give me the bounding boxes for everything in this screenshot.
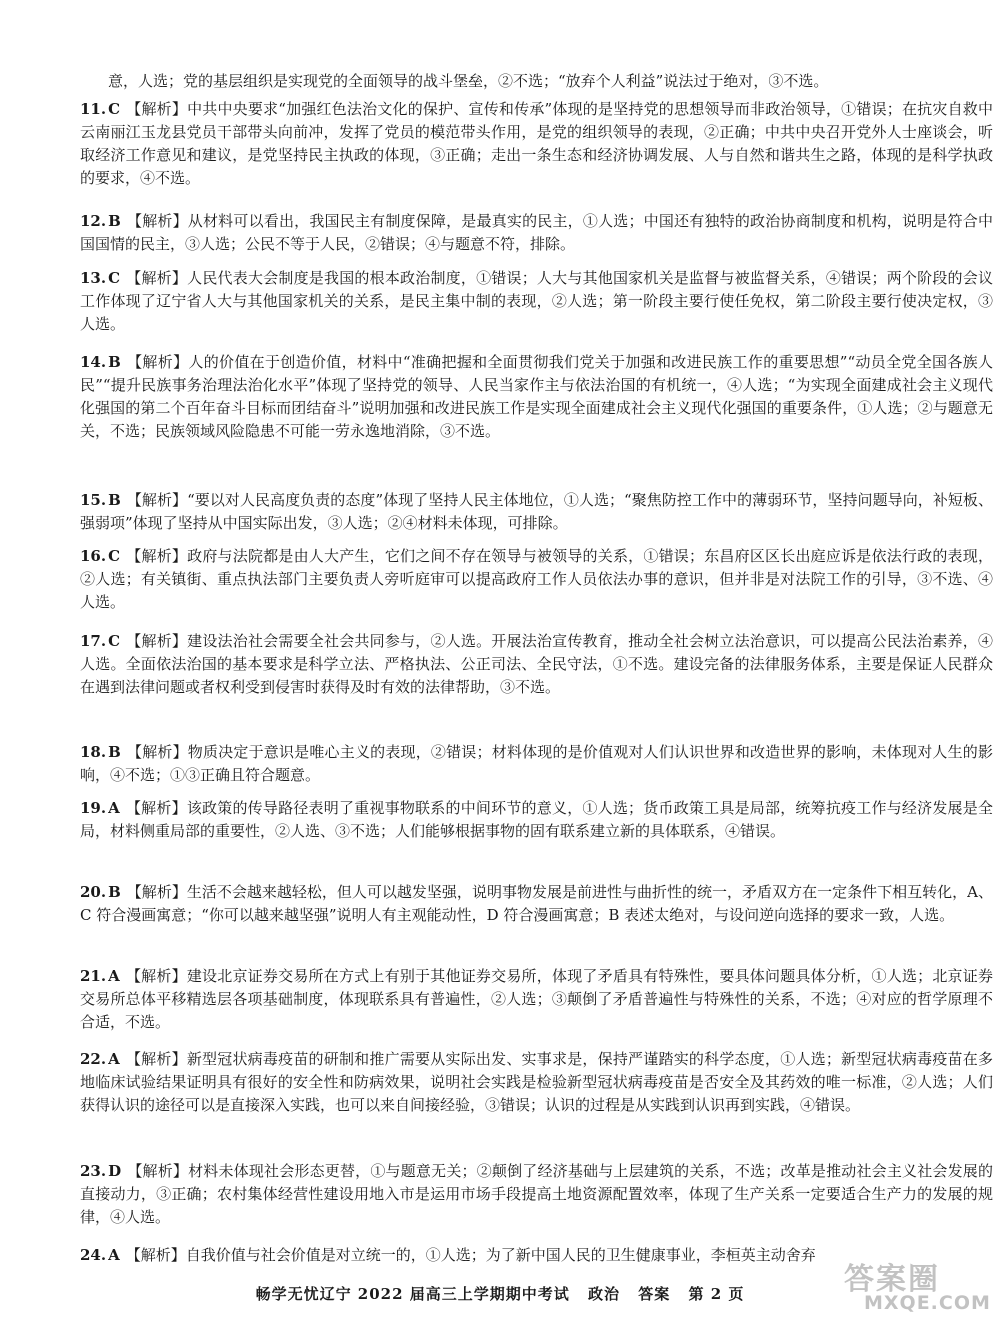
- analysis-tag: 【解析】: [125, 799, 187, 817]
- answer-letter: D: [108, 1162, 122, 1180]
- answer-item-12: [80, 210, 993, 256]
- analysis-text: 建设北京证券交易所在方式上有别于其他证券交易所，体现了矛盾具有特殊性，要具体问题具体分析，①人选；北京证券交易所总体平移精选层各项基础制度，体现联系具有普遍性，②人选；③颠倒了矛盾普遍性与特殊性的关系，不选；④对应的哲学原理不合适，不选。: [80, 967, 993, 1031]
- analysis-tag: 【解析】: [126, 491, 188, 509]
- analysis-tag: 【解析】: [126, 547, 188, 565]
- answer-letter: A: [108, 1246, 120, 1264]
- answer-letter: A: [108, 1050, 120, 1068]
- answer-item-22: [80, 1048, 993, 1117]
- footer-kind: 答案: [638, 1285, 671, 1303]
- answer-item-11: [80, 98, 993, 190]
- answer-item-20: [80, 881, 993, 927]
- analysis-text: 物质决定于意识是唯心主义的表现，②错误；材料体现的是价值观对人们认识世界和改造世界的影响，未体现对人生的影响，④不选；①③正确且符合题意。: [80, 743, 993, 784]
- analysis-tag: 【解析】: [126, 353, 189, 371]
- analysis-tag: 【解析】: [125, 1050, 187, 1068]
- analysis-tag: 【解析】: [127, 1162, 189, 1180]
- analysis-tag: 【解析】: [126, 100, 188, 118]
- question-number: 17.: [80, 632, 107, 650]
- analysis-text: 从材料可以看出，我国民主有制度保障，是最真实的民主，①人选；中国还有独特的政治协商制度和机构，说明是符合中国国情的民主，③人选；公民不等于人民，②错误；④与题意不符，排除。: [80, 212, 993, 253]
- analysis-text: 材料未体现社会形态更替，①与题意无关；②颠倒了经济基础与上层建筑的关系，不选；改革是推动社会主义社会发展的直接动力，③正确；农村集体经营性建设用地入市是运用市场手段提高土地资源配置效率，体现了生产关系一定要适合生产力的发展的规律，④人选。: [80, 1162, 993, 1226]
- question-number: 19.: [80, 799, 107, 817]
- answer-item-23: [80, 1160, 993, 1229]
- footer-subject: 政治: [588, 1285, 621, 1303]
- answer-item-21: [80, 965, 993, 1034]
- question-number: 21.: [80, 967, 107, 985]
- answer-item-18: [80, 741, 993, 787]
- question-number: 12.: [80, 212, 107, 230]
- analysis-text: “要以对人民高度负责的态度”体现了坚持人民主体地位，①人选；“聚焦防控工作中的薄弱环节，坚持问题导向，补短板、强弱项”体现了坚持从中国实际出发，③人选；②④材料未体现，可排除。: [80, 491, 993, 532]
- answer-letter: A: [108, 967, 120, 985]
- answer-letter: C: [108, 269, 121, 287]
- question-number: 13.: [80, 269, 107, 287]
- answer-item-14: [80, 351, 993, 443]
- question-number: 22.: [80, 1050, 107, 1068]
- analysis-tag: 【解析】: [125, 1246, 186, 1264]
- analysis-tag: 【解析】: [126, 743, 188, 761]
- question-number: 18.: [80, 743, 107, 761]
- question-number: 16.: [80, 547, 107, 565]
- question-number: 23.: [80, 1162, 107, 1180]
- footer-exam-title: 畅学无忧辽宁 2022 届高三上学期期中考试: [255, 1285, 570, 1303]
- analysis-tag: 【解析】: [126, 632, 188, 650]
- question-number: 11.: [80, 100, 107, 118]
- answer-letter: B: [108, 212, 121, 230]
- question-number: 14.: [80, 353, 107, 371]
- answer-letter: B: [108, 743, 121, 761]
- answer-letter: C: [108, 632, 121, 650]
- analysis-tag: 【解析】: [125, 967, 187, 985]
- answer-letter: B: [108, 353, 121, 371]
- answer-letter: C: [108, 547, 121, 565]
- analysis-text: 生活不会越来越轻松，但人可以越发坚强，说明事物发展是前进性与曲折性的统一，矛盾双方在一定条件下相互转化，A、C 符合漫画寓意；“你可以越来越坚强”说明人有主观能动性，D 符合漫画寓意；B 表述太绝对，与设问逆向选择的要求一致，人选。: [80, 883, 993, 924]
- intro-line: 意，人选；党的基层组织是实现党的全面领导的战斗堡垒，②不选；“放弃个人利益”说法过于绝对，③不选。: [108, 72, 829, 90]
- analysis-tag: 【解析】: [126, 883, 187, 901]
- analysis-text: 该政策的传导路径表明了重视事物联系的中间环节的意义，①人选；货币政策工具是局部，统筹抗疫工作与经济发展是全局，材料侧重局部的重要性，②人选、③不选；人们能够根据事物的固有联系建立新的具体联系，④错误。: [80, 799, 993, 840]
- question-number: 24.: [80, 1246, 107, 1264]
- answer-letter: C: [108, 100, 121, 118]
- corner-logo-domain: MXQE.COM: [864, 1292, 991, 1314]
- question-number: 20.: [80, 883, 107, 901]
- analysis-text: 自我价值与社会价值是对立统一的，①人选；为了新中国人民的卫生健康事业，李桓英主动舍弃: [185, 1246, 816, 1264]
- analysis-text: 人的价值在于创造价值，材料中“准确把握和全面贯彻我们党关于加强和改进民族工作的重要思想”“动员全党全国各族人民”“提升民族事务治理法治化水平”体现了坚持党的领导、人民当家作主与依法治国的有机统一，④人选；“为实现全面建成社会主义现代化强国的第二个百年奋斗目标而团结奋斗”说明加强和改进民族工作是实现全面建成社会主义现代化强国的重要条件，①人选；②与题意无关，不选；民族领域风险隐患不可能一劳永逸地消除，③不选。: [80, 353, 993, 440]
- answer-item-15: [80, 489, 993, 535]
- analysis-text: 中共中央要求“加强红色法治文化的保护、宣传和传承”体现的是坚持党的思想领导而非政治领导，①错误；在抗灾自救中云南丽江玉龙县党员干部带头向前冲，发挥了党员的模范带头作用，是党的组织领导的表现，②正确；中共中央召开党外人士座谈会，听取经济工作意见和建议，是党坚持民主执政的体现，③正确；走出一条生态和经济协调发展、人与自然和谐共生之路，体现的是科学执政的要求，④不选。: [80, 100, 993, 187]
- answer-item-13: [80, 267, 993, 336]
- answer-item-19: [80, 797, 993, 843]
- answer-letter: A: [108, 799, 120, 817]
- analysis-text: 建设法治社会需要全社会共同参与，②人选。开展法治宣传教育，推动全社会树立法治意识，可以提高公民法治素养，④人选。全面依法治国的基本要求是科学立法、严格执法、公正司法、全民守法，①不选。建设完备的法律服务体系，主要是保证人民群众在遇到法律问题或者权利受到侵害时获得及时有效的法律帮助，③不选。: [80, 632, 993, 696]
- question-number: 15.: [80, 491, 107, 509]
- answer-item-17: [80, 630, 993, 699]
- analysis-text: 人民代表大会制度是我国的根本政治制度，①错误；人大与其他国家机关是监督与被监督关系，④错误；两个阶段的会议工作体现了辽宁省人大与其他国家机关的关系，是民主集中制的表现，②人选；第一阶段主要行使任免权，第二阶段主要行使决定权，③人选。: [80, 269, 993, 333]
- answer-item-16: [80, 545, 993, 614]
- analysis-text: 政府与法院都是由人大产生，它们之间不存在领导与被领导的关系，①错误；东昌府区区长出庭应诉是依法行政的表现，②人选；有关镇街、重点执法部门主要负责人旁听庭审可以提高政府工作人员依法办事的意识，但并非是对法院工作的引导，③不选、④人选。: [80, 547, 993, 611]
- footer-page-number: 第 2 页: [688, 1285, 745, 1303]
- corner-logo: [836, 1252, 991, 1322]
- analysis-tag: 【解析】: [126, 269, 188, 287]
- answer-letter: B: [108, 491, 121, 509]
- corner-logo-text: 答案圈: [844, 1262, 940, 1297]
- answer-letter: B: [108, 883, 121, 901]
- analysis-tag: 【解析】: [126, 212, 188, 230]
- analysis-text: 新型冠状病毒疫苗的研制和推广需要从实际出发、实事求是，保持严谨踏实的科学态度，①人选；新型冠状病毒疫苗在多地临床试验结果证明具有很好的安全性和防病效果，说明社会实践是检验新型冠状病毒疫苗是否安全及其药效的唯一标准，②人选；人们获得认识的途径可以是直接深入实践，也可以来自间接经验，③错误；认识的过程是从实践到认识再到实践，④错误。: [80, 1050, 993, 1114]
